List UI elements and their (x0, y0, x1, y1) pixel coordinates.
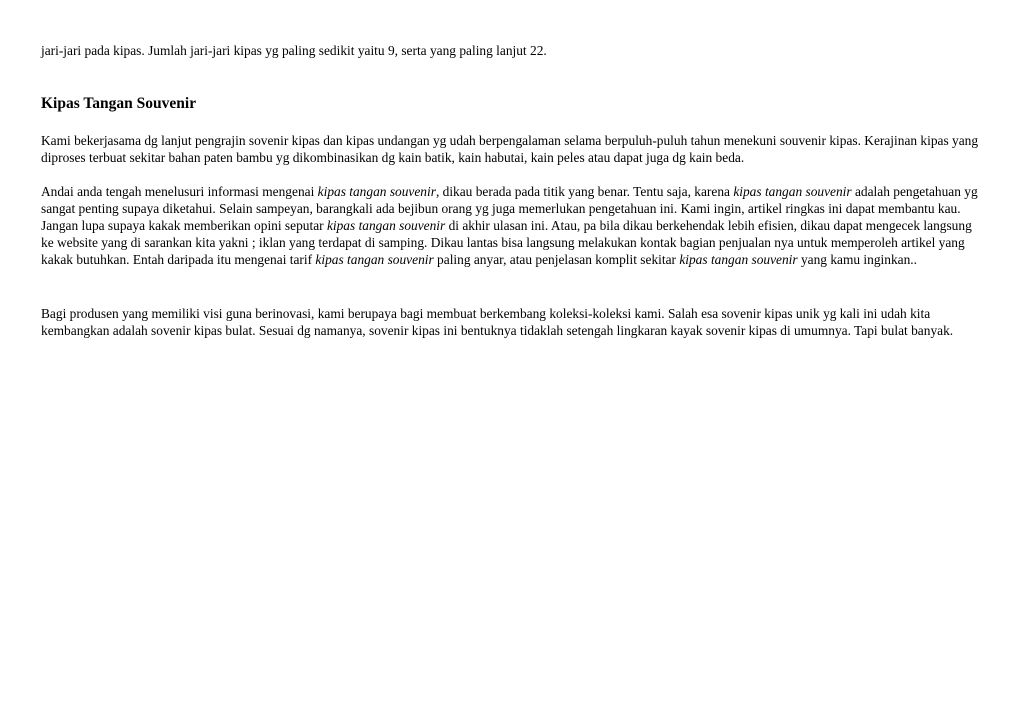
paragraph-2 (41, 183, 981, 268)
paragraph-2-text: Andai anda tengah menelusuri informasi mengenai (41, 184, 318, 199)
paragraph-2-text: , dikau berada pada titik yang benar. Tentu saja, karena (435, 184, 734, 199)
intro-paragraph: jari-jari pada kipas. Jumlah jari-jari kipas yg paling sedikit yaitu 9, serta yang paling lanjut 22. (41, 43, 547, 58)
paragraph-2-text: yang kamu inginkan.. (797, 252, 917, 267)
keyword-italic: kipas tangan souvenir (733, 184, 852, 199)
keyword-italic: kipas tangan souvenir (679, 252, 798, 267)
keyword-italic: kipas tangan souvenir (326, 218, 446, 233)
paragraph-2-text: paling anyar, atau penjelasan komplit sekitar (433, 252, 680, 267)
keyword-italic: kipas tangan souvenir (315, 252, 434, 267)
paragraph-2-text: adalah pengetahuan yg sangat penting supaya diketahui. Selain sampeyan, barangkali ada bejibun orang yg juga memerlukan pengetahuan ini. Kami ingin, artikel ringkas ini dapat membantu kau. Jangan lupa supaya kakak memberikan opini seputar (41, 184, 978, 233)
paragraph-2-text: di akhir ulasan ini. Atau, pa bila dikau berkehendak lebih efisien, dikau dapat mengecek langsung ke website yang di sarankan kita yakni ; iklan yang terdapat di samping. Dikau lantas bisa langsung melakukan kontak bagian penjualan nya untuk memperoleh artikel yang kakak butuhkan. Entah daripada itu mengenai tarif (41, 218, 972, 267)
section-heading: Kipas Tangan Souvenir (41, 95, 197, 112)
paragraph-1: Kami bekerjasama dg lanjut pengrajin sovenir kipas dan kipas undangan yg udah berpengalaman selama berpuluh-puluh tahun menekuni souvenir kipas. Kerajinan kipas yang diproses terbuat sekitar bahan paten bambu yg dikombinasikan dg kain batik, kain habutai, kain peles atau dapat juga dg kain beda. (41, 133, 979, 165)
keyword-italic: kipas tangan souvenir (317, 184, 436, 199)
paragraph-3: Bagi produsen yang memiliki visi guna berinovasi, kami berupaya bagi membuat berkembang koleksi-koleksi kami. Salah esa sovenir kipas unik yg kali ini udah kita kembangkan adalah sovenir kipas bulat. Sesuai dg namanya, sovenir kipas ini bentuknya tidaklah setengah lingkaran kayak sovenir kipas di umumnya. Tapi bulat banyak. (41, 306, 954, 338)
